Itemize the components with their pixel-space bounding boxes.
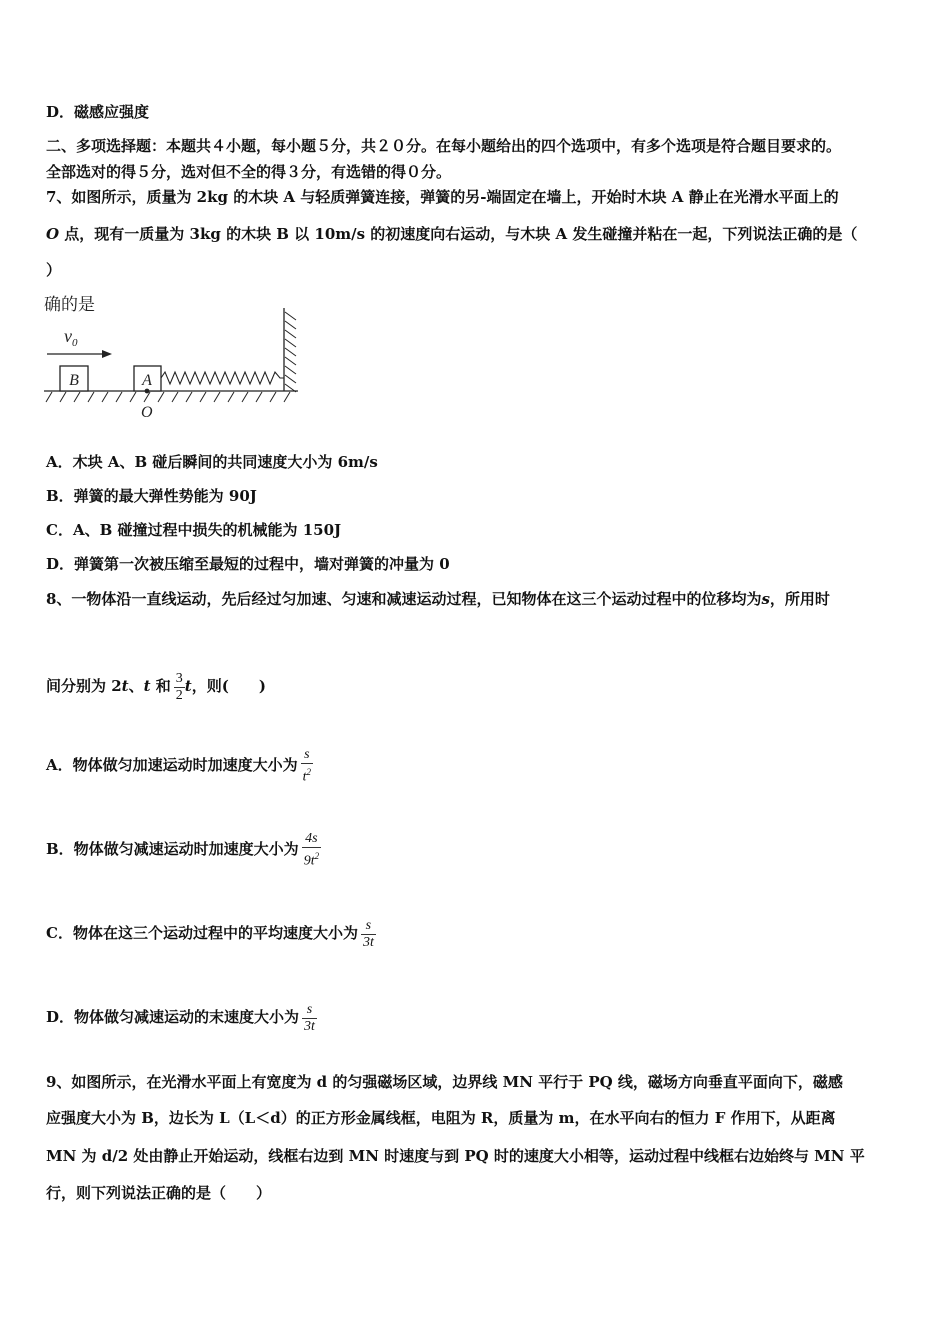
block-a (134, 366, 161, 391)
q8-option-a-den-sup: 2 (306, 766, 312, 777)
q8-option-a (46, 740, 313, 790)
q8-text-c: 和 (150, 677, 171, 695)
q9-stem-line2: 应强度大小为 B，边长为 L（L＜d）的正方形金属线框，电阻为 R，质量为 m，在水平向右的恒力 F 作用下，从距离 (46, 1109, 836, 1127)
q8-option-b-den-sup: 2 (314, 850, 320, 861)
q8-text-d: ，则( ) (191, 677, 266, 695)
q8-frac-num: 3 (175, 670, 183, 686)
q8-option-b (46, 824, 321, 874)
q8-option-d-fraction (302, 1002, 317, 1035)
velocity-arrow (47, 350, 112, 358)
q8-var-t3: t (184, 677, 192, 695)
q8-text-b: 、 (128, 677, 144, 695)
q8-option-d (46, 992, 317, 1042)
point-o-marker (145, 389, 150, 394)
block-a-label: A (142, 372, 152, 389)
q8-option-a-text: A．物体做匀加速运动时加速度大小为 (46, 756, 298, 774)
q8-option-a-num: s (301, 747, 313, 764)
q8-stem-line1-text: 8、一物体沿一直线运动，先后经过匀加速、匀速和减速运动过程，已知物体在这三个运动过程中的位移均为 (46, 590, 762, 608)
block-b-label: B (69, 372, 79, 389)
q8-option-a-fraction (301, 747, 313, 786)
q8-option-b-num: 4s (302, 831, 321, 848)
q8-stem-line2 (46, 658, 266, 714)
q7-option-a: A．木块 A、B 碰后瞬间的共同速度大小为 6m/s (46, 453, 378, 471)
q8-frac-den: 2 (175, 687, 183, 703)
q8-option-b-fraction (302, 831, 321, 870)
q7-stem-line2 (46, 224, 857, 244)
q8-var-t1: t (121, 677, 129, 695)
q9-stem-line1: 9、如图所示，在光滑水平面上有宽度为 d 的匀强磁场区域，边界线 MN 平行于 PQ 线，磁场方向垂直平面向下，磁感 (46, 1073, 843, 1091)
q8-fraction (174, 671, 185, 704)
q7-figure (40, 290, 305, 425)
q8-stem-line1 (46, 589, 830, 609)
q8-option-c-num: s (361, 918, 376, 935)
wall (284, 308, 296, 392)
q6-option-d: D．磁感应强度 (46, 103, 150, 121)
q8-var-s: s (761, 590, 770, 608)
q8-option-d-den: 3t (304, 1018, 315, 1034)
section2-heading-line1: 二、多项选择题：本题共４小题，每小题５分，共２０分。在每小题给出的四个选项中，有多个选项是符合题目要求的。 (46, 137, 842, 155)
spring (161, 372, 284, 384)
q7-stem-line1: 7、如图所示，质量为 2kg 的木块 A 与轻质弹簧连接，弹簧的另-端固定在墙上，开始时木块 A 静止在光滑水平面上的 (46, 188, 839, 206)
q8-option-c (46, 908, 376, 958)
section2-heading-line2: 全部选对的得５分，选对但不全的得３分，有选错的得０分。 (46, 163, 452, 181)
block-b (60, 366, 88, 391)
q8-option-b-text: B．物体做匀减速运动时加速度大小为 (46, 840, 299, 858)
q7-option-c: C．A、B 碰撞过程中损失的机械能为 150J (46, 521, 342, 539)
v0-label: $v_0$ (64, 326, 78, 349)
q8-option-c-fraction (361, 918, 376, 951)
ground (44, 391, 298, 402)
q7-option-d: D．弹簧第一次被压缩至最短的过程中，墙对弹簧的冲量为 0 (46, 555, 450, 573)
q8-var-t2: t (143, 677, 151, 695)
q8-option-a-den: t (302, 769, 307, 785)
q9-stem-line4: 行，则下列说法正确的是（ ） (46, 1184, 272, 1202)
q8-option-c-text: C．物体在这三个运动过程中的平均速度大小为 (46, 924, 358, 942)
q8-option-c-den: 3t (362, 934, 374, 950)
q7-stem-line3: ） (46, 261, 62, 279)
q7-point-o-text: O (46, 225, 60, 243)
figure-caption: 确的是 (44, 295, 95, 314)
q8-stem-line1-end: ，所用时 (769, 590, 830, 608)
point-o-label: O (141, 404, 153, 421)
q8-option-d-text: D．物体做匀减速运动的末速度大小为 (46, 1008, 300, 1026)
q8-option-b-den: 9t (303, 853, 315, 869)
q7-option-b: B．弹簧的最大弹性势能为 90J (46, 487, 257, 505)
q8-option-d-num: s (302, 1002, 317, 1019)
q7-stem-line2-rest: 点，现有一质量为 3kg 的木块 B 以 10m/s 的初速度向右运动，与木块 A 发生碰撞并粘在一起，下列说法正确的是（ (59, 225, 858, 243)
q8-text-a: 间分别为 2 (46, 677, 122, 695)
q9-stem-line3: MN 为 d/2 处由静止开始运动，线框右边到 MN 时速度与到 PQ 时的速度大小相等，运动过程中线框右边始终与 MN 平 (46, 1147, 865, 1165)
